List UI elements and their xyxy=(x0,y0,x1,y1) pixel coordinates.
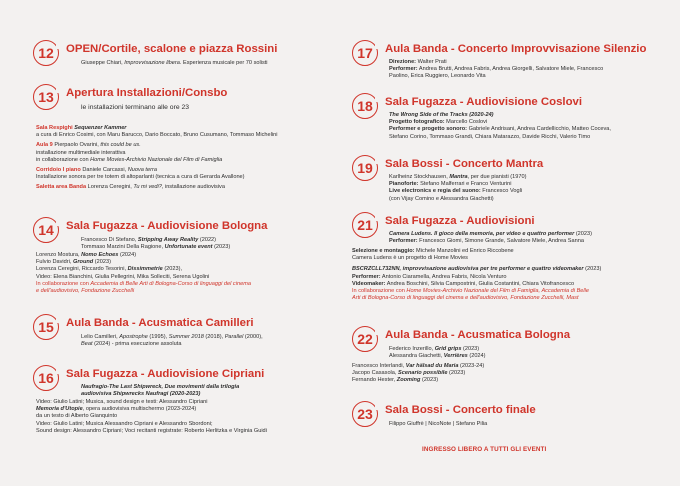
event-details xyxy=(389,346,486,360)
work-title: Tu mi vedi? xyxy=(133,184,162,191)
event-title: Sala Fugazza - Audiovisioni xyxy=(385,215,535,227)
collab-label: In collaborazione con xyxy=(352,288,407,295)
role: Direzione: xyxy=(389,59,417,65)
description: installazione multimediale interattiva xyxy=(36,149,126,156)
description: , installazione audiovisiva xyxy=(161,184,225,191)
year: (2022) xyxy=(198,237,217,243)
author: Alessandra Giachetti, xyxy=(389,353,444,360)
event-number-badge: 18 xyxy=(352,93,378,119)
year: (2024) xyxy=(467,353,486,360)
event-number-badge: 23 xyxy=(352,401,378,427)
event-title: Aula Banda - Concerto Improvvisazione Silenzio xyxy=(385,43,647,55)
author: Francesco Di Stefano, xyxy=(81,237,138,243)
event-title: Apertura Installazioni/Consbo xyxy=(66,87,228,99)
collab-partner: Accademia di Belle Arti di Bologna-Corso di linguaggi del cinema xyxy=(90,280,251,287)
role: Selezione e montaggio: xyxy=(352,248,415,254)
credits: a cura di Enrico Cosimi, con Maru Barucco, Dario Boccato, Bruno Cusumano, Tommaso Michelini xyxy=(36,132,278,139)
description: , opera audiovisiva multischermo (2023-2024) xyxy=(82,406,197,413)
person: Walter Prati xyxy=(416,59,447,65)
event-details-wide xyxy=(36,399,267,435)
person: Francesco Giomi, Simone Grande, Salvatore Miele, Andrea Sanna xyxy=(417,238,584,245)
year: (2023-24) xyxy=(458,363,485,369)
person: Stefano Malferrari e Franco Venturini xyxy=(418,181,512,188)
year: (2023) xyxy=(461,346,480,352)
person: (con Vijay Comino e Alessandra Giachetti) xyxy=(389,195,494,202)
location: Corridoio I piano xyxy=(36,167,83,174)
location: Aula 9 xyxy=(36,142,55,149)
event-number-badge: 21 xyxy=(352,212,378,238)
event-details xyxy=(81,237,230,251)
year: (2023) xyxy=(447,370,466,377)
work-title: BSCRZCLL732NN, improvvisazione audiovisiva per tre performer e quattro videomaker xyxy=(352,266,584,273)
year: (2000), xyxy=(243,334,263,340)
work-title: Nuova terra xyxy=(127,167,157,174)
event-details xyxy=(36,125,277,192)
event-performers: Filippo Giuffrè | NicoNote | Stefano Pilia xyxy=(389,421,488,427)
person: Gabriele Andrisani, Andrea Cardellicchio, Matteo Coceva, xyxy=(467,126,611,133)
collab-label: in collaborazione con xyxy=(36,156,91,163)
credits: da un testo di Alberto Gianquinto xyxy=(36,413,118,420)
work-title: Memoria d'Utopie xyxy=(36,406,83,413)
work-title: Camera Ludens. Il gioco della memoria, per video e quattro performer xyxy=(389,231,575,237)
role: Performer e progetto sonoro: xyxy=(389,126,468,133)
event-number-badge: 22 xyxy=(352,326,378,352)
role: Pianoforte: xyxy=(389,181,419,188)
year: (2024) - prima esecuzione assoluta xyxy=(92,341,182,348)
person: Stefano Corino, Tommaso Grandi, Chiara Matarazzo, Davide Ricchi, Valerio Timo xyxy=(389,133,591,140)
person: Antonio Ciaramella, Andrea Fabris, Nicola Venturo xyxy=(380,273,507,280)
event-number-badge: 19 xyxy=(352,155,378,181)
work-title: Var hälsad du Maria xyxy=(405,363,459,369)
year: (2023), xyxy=(162,266,183,273)
author: Jacopo Casasola, xyxy=(352,370,399,377)
work-title: Grid grips xyxy=(434,346,462,352)
event-title: OPEN/Cortile, scalone e piazza Rossini xyxy=(66,43,278,55)
year: (2023) xyxy=(574,231,592,237)
work-title: Summer 2018 xyxy=(168,334,204,340)
author: Daniele Carcassi, xyxy=(82,167,128,174)
credits: Video: Elena Bianchini, Giulia Pellegrini, Mika Solleciti, Serena Ugolini xyxy=(36,273,210,280)
role: Progetto fotografico: xyxy=(389,119,445,126)
work-title: Parallel xyxy=(224,334,244,340)
person: Michele Manzolini ed Enrico Riccobene xyxy=(414,248,514,254)
work-title: Verrières xyxy=(443,353,468,360)
free-entry-notice: INGRESSO LIBERO A TUTTI GLI EVENTI xyxy=(422,446,547,453)
location: Saletta area Banda xyxy=(36,184,88,191)
event-title: Sala Bossi - Concerto Mantra xyxy=(385,158,544,170)
year: (2023) xyxy=(212,244,231,251)
role: Performer: xyxy=(389,66,418,73)
description: Camera Ludens è un progetto di Home Movies xyxy=(352,255,468,262)
work-title: Dissimmetrie xyxy=(127,266,163,273)
person: Andrea Boschini, Silvia Campostrini, Giulia Costantini, Chiara Vitofrancesco xyxy=(385,280,575,287)
author: Lorenza Ceregini, Riccardo Tesorini, xyxy=(36,266,128,273)
event-title: Aula Banda - Acusmatica Bologna xyxy=(385,329,571,341)
event-details xyxy=(81,60,268,67)
work-title: Ground xyxy=(73,259,94,266)
author: Lorenza Ceregini, xyxy=(87,184,134,191)
person: Paolino, Erica Ruggiero, Leonardo Vita xyxy=(389,73,486,80)
performer: Giuseppe Chiari, xyxy=(81,60,125,66)
author: Fernando Hester, xyxy=(352,377,397,384)
person: Marcello Coslovi xyxy=(444,119,488,126)
event-subtitle: le installazioni terminano alle ore 23 xyxy=(81,104,190,111)
event-details-wide xyxy=(352,248,601,302)
collab-partner: Arti di Bologna-Corso di linguaggi del cinema e dell'audiovisivo, Fondazione Zucchelli, Mast xyxy=(352,295,579,302)
role: Performer: xyxy=(352,273,381,280)
description: Installazione sonora per tre totem di altoparlanti (tecnica a cura di Gerarda Avallone) xyxy=(36,174,245,181)
collab-partner: Home Movies-Archivio Nazionale del Film di Famiglia, Accademia di Belle xyxy=(406,288,590,295)
person: Francesco Vogli xyxy=(480,188,523,195)
work-title: this could be us. xyxy=(100,142,141,149)
event-details xyxy=(81,384,239,398)
work-title: Naufragio-The Last Shipwreck, Due movimenti dalla trilogia xyxy=(81,384,240,390)
event-details-wide xyxy=(352,363,484,385)
work-title: Stripping Away Reality xyxy=(137,237,199,243)
work-title: audiovisiva Shipwrecks Naufragi (2020-2023) xyxy=(81,391,201,398)
year: (2024) xyxy=(118,252,137,258)
collab-partner: Home Movies-Archivio Nazionale del Film di Famiglia xyxy=(90,156,223,163)
author: Pierpaolo Ovarini, xyxy=(54,142,101,149)
event-details xyxy=(389,112,611,141)
author: Federico Inzerillo, xyxy=(389,346,435,352)
event-number-badge: 17 xyxy=(352,40,378,66)
author: Francesco Interlandi, xyxy=(352,363,406,369)
author: Fulvio Davidri, xyxy=(36,259,73,266)
year: (2018), xyxy=(203,334,225,340)
location: Sala Respighi xyxy=(36,125,75,131)
collab-label: In collaborazione con xyxy=(36,280,91,287)
author: Karlheinz Stockhausen, xyxy=(389,174,450,180)
credits: Video: Giulio Latini; Musica, sound design e testi: Alessandro Cipriani xyxy=(36,399,208,405)
work-title: Apostrophe xyxy=(119,334,148,340)
description: , per due pianisti (1970) xyxy=(467,174,527,180)
event-number-badge: 15 xyxy=(33,314,59,340)
event-details xyxy=(81,334,263,348)
event-number-badge: 14 xyxy=(33,217,59,243)
work-title: Sequenzer Kammer xyxy=(74,125,127,131)
credits: Video: Giulio Latini; Musica Alessandro Cipriani e Alessandro Sbordoni; xyxy=(36,420,213,427)
event-title: Aula Banda - Acusmatica Camilleri xyxy=(66,317,254,329)
year: (1995), xyxy=(147,334,169,340)
author: Lorenzo Mostura, xyxy=(36,252,82,258)
person: Andrea Brutti, Andrea Fabris, Andrea Giorgelli, Salvatore Miele, Francesco xyxy=(417,66,604,73)
event-details xyxy=(389,59,603,81)
event-number-badge: 13 xyxy=(33,84,59,110)
author: Tommaso Marzini Della Ragione, xyxy=(81,244,165,251)
author: Lelio Camilleri, xyxy=(81,334,120,340)
work-title: Nomo Echoes xyxy=(81,252,119,258)
role: Live electronics e regia del suono: xyxy=(389,188,481,195)
role: Performer: xyxy=(389,238,418,245)
event-title: Sala Fugazza - Audiovisione Bologna xyxy=(66,220,268,232)
collab-partner: e dell'audiovisivo, Fondazione Zucchelli xyxy=(36,288,135,295)
credits: Sound design: Alessandro Cipriani; Voci recitanti registrate: Roberto Herlitzka e Virginia Guidi xyxy=(36,427,267,434)
event-number-badge: 12 xyxy=(33,40,59,66)
work-title: Mantra xyxy=(449,174,468,180)
event-details xyxy=(389,231,592,245)
event-title: Sala Fugazza - Audiovisione Coslovi xyxy=(385,96,583,108)
work-title: Unfortunate event xyxy=(164,244,213,251)
work-title: The Wrong Side of the Tracks (2020-24) xyxy=(389,112,494,118)
event-details xyxy=(389,174,526,203)
year: (2023) xyxy=(93,259,111,266)
work-title: Beat xyxy=(81,341,93,348)
work-title: Improvvisazione libera xyxy=(124,60,180,66)
work-title: Zooming xyxy=(396,377,421,384)
event-number-badge: 16 xyxy=(33,365,59,391)
event-title: Sala Fugazza - Audiovisione Cipriani xyxy=(66,368,265,380)
event-details-wide xyxy=(36,252,251,295)
role: Videomaker: xyxy=(352,280,386,287)
work-title: Scenario possibile xyxy=(398,370,448,377)
year: (2023) xyxy=(583,266,602,273)
year: (2023) xyxy=(420,377,439,384)
event-title: Sala Bossi - Concerto finale xyxy=(385,404,536,416)
work-note: . Esperienza musicale per 70 solisti xyxy=(179,60,268,66)
